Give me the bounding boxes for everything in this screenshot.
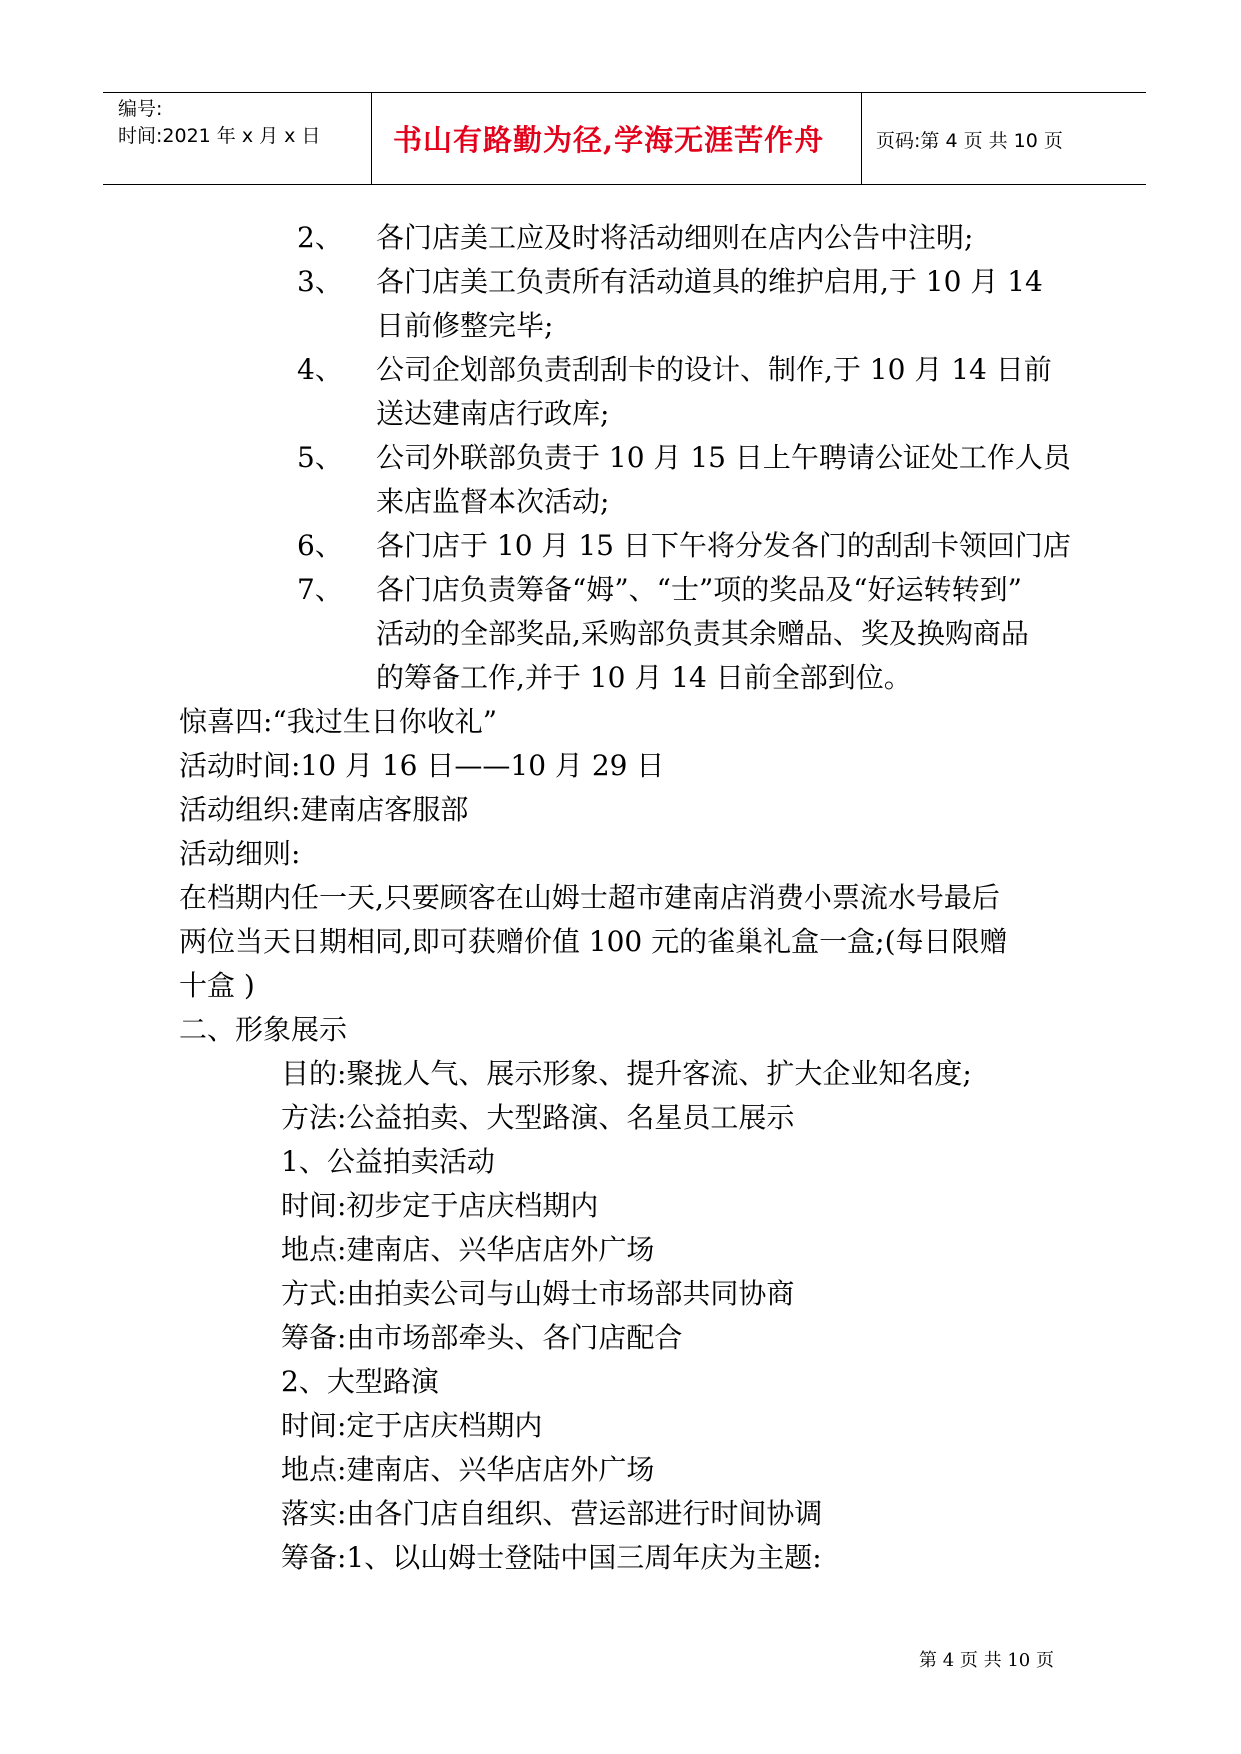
auction-time: 时间:初步定于店庆档期内 [281,1189,599,1222]
surprise4-org: 活动组织:建南店客服部 [179,793,469,826]
item-text: 各门店于 10 月 15 日下午将分发各门的刮刮卡领回门店 [376,529,1071,562]
item-text: 公司外联部负责于 10 月 15 日上午聘请公证处工作人员 [376,441,1071,474]
item-number: 3、 [297,265,343,298]
auction-place: 地点:建南店、兴华店店外广场 [281,1233,655,1266]
header-top-rule [103,92,1146,93]
roadshow-impl: 落实:由各门店自组织、营运部进行时间协调 [281,1497,823,1530]
item-number: 5、 [297,441,343,474]
header-page-label: 页码:第 4 页 共 10 页 [876,130,1063,152]
item-text: 日前修整完毕; [376,309,554,342]
page-footer: 第 4 页 共 10 页 [919,1650,1054,1671]
surprise4-title: 惊喜四:“我过生日你收礼” [179,705,498,738]
item-text: 送达建南店行政库; [376,397,610,430]
item-number: 6、 [297,529,343,562]
header-divider-left [371,92,372,184]
header-time-label: 时间:2021 年 x 月 x 日 [118,125,321,147]
auction-prep: 筹备:由市场部牵头、各门店配合 [281,1321,683,1354]
item-text: 来店监督本次活动; [376,485,610,518]
roadshow-time: 时间:定于店庆档期内 [281,1409,543,1442]
item-text: 各门店负责筹备“姆”、“士”项的奖品及“好运转转到” [376,573,1022,606]
surprise4-time: 活动时间:10 月 16 日——10 月 29 日 [179,749,665,782]
item-number: 2、 [297,221,343,254]
header-motto: 书山有路勤为径,学海无涯苦作舟 [393,123,825,157]
item-text: 各门店美工应及时将活动细则在店内公告中注明; [376,221,974,254]
roadshow-prep: 筹备:1、以山姆士登陆中国三周年庆为主题: [281,1541,822,1574]
item-text: 公司企划部负责刮刮卡的设计、制作,于 10 月 14 日前 [376,353,1052,386]
section2-title: 二、形象展示 [179,1013,348,1046]
section2-method: 方法:公益拍卖、大型路演、名星员工展示 [281,1101,795,1134]
header-bottom-rule [103,184,1146,185]
header-divider-right [861,92,862,184]
auction-title: 1、公益拍卖活动 [281,1145,495,1178]
surprise4-rules-line: 两位当天日期相同,即可获赠价值 100 元的雀巢礼盒一盒;(每日限赠 [179,925,1008,958]
surprise4-rules-line: 十盒 ) [179,969,255,1002]
item-text: 各门店美工负责所有活动道具的维护启用,于 10 月 14 [376,265,1043,298]
item-text: 活动的全部奖品,采购部负责其余赠品、奖及换购商品 [376,617,1029,650]
item-number: 7、 [297,573,343,606]
roadshow-place: 地点:建南店、兴华店店外广场 [281,1453,655,1486]
surprise4-rules-line: 在档期内任一天,只要顾客在山姆士超市建南店消费小票流水号最后 [179,881,1000,914]
item-text: 的筹备工作,并于 10 月 14 日前全部到位。 [376,661,912,694]
header-number-label: 编号: [118,98,163,120]
section2-purpose: 目的:聚拢人气、展示形象、提升客流、扩大企业知名度; [281,1057,972,1090]
surprise4-rules-label: 活动细则: [179,837,301,870]
roadshow-title: 2、大型路演 [281,1365,439,1398]
auction-mode: 方式:由拍卖公司与山姆士市场部共同协商 [281,1277,795,1310]
item-number: 4、 [297,353,343,386]
